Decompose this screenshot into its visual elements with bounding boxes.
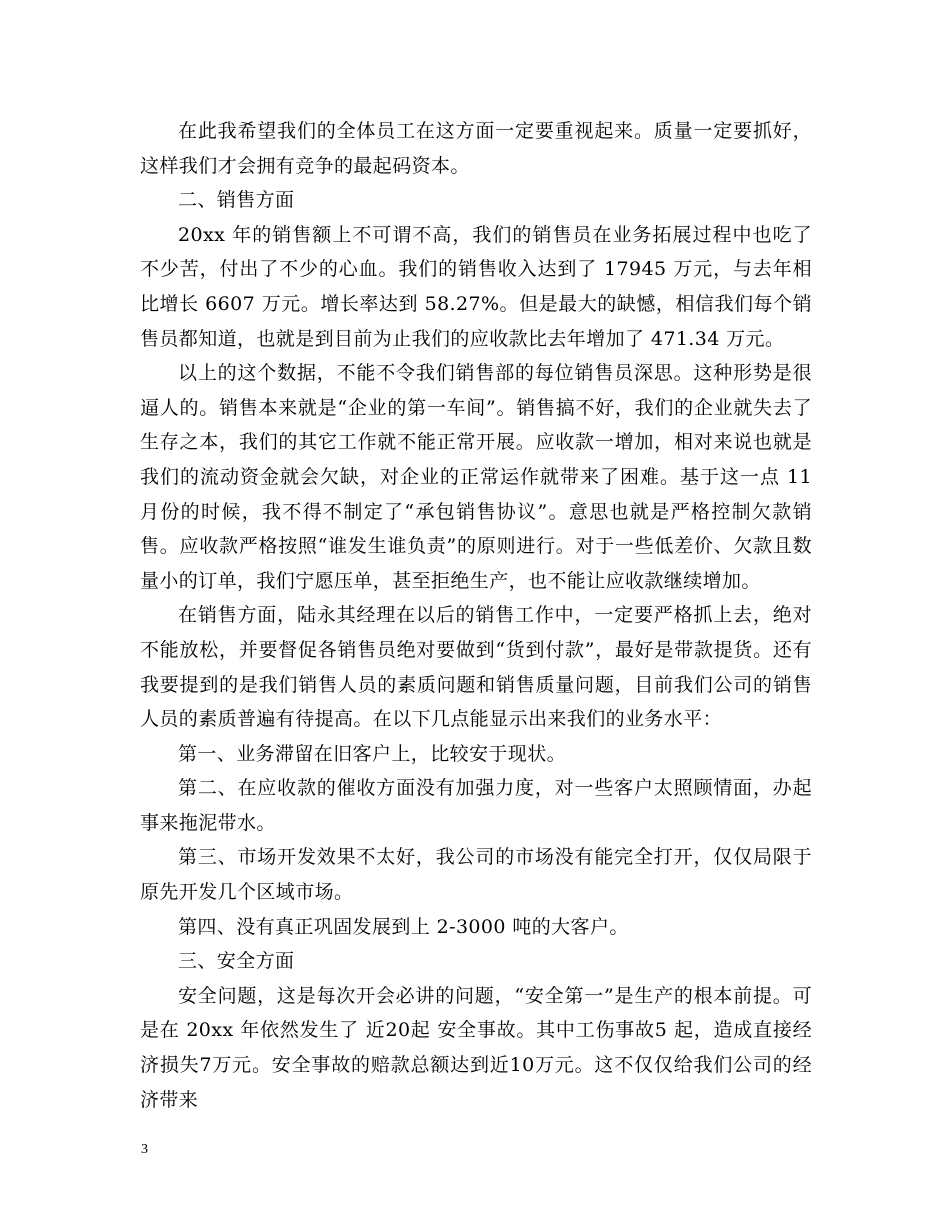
list-item-second: 第二、在应收款的催收方面没有加强力度，对一些客户太照顾情面，办起事来拖泥带水。 (140, 777, 812, 834)
page-number: 3 (141, 1142, 148, 1157)
paragraph-sales-revenue: 20xx 年的销售额上不可谓不高，我们的销售员在业务拓展过程中也吃了不少苦，付出了不少的心血。我们的销售收入达到了 17945 万元，与去年相比增长 6607 万元。增长率达到 58.27%。但是最大的缺憾，相信我们每个销售员都知道，也就是到目前为止我们的应收款比去年增加了 471.34 万元。 (140, 223, 812, 350)
list-item-fourth: 第四、没有真正巩固发展到上 2-3000 吨的大客户。 (178, 915, 629, 938)
list-item-third: 第三、市场开发效果不太好，我公司的市场没有能完全打开，仅仅局限于原先开发几个区域市场。 (140, 846, 812, 904)
section-heading-safety: 三、安全方面 (178, 950, 295, 973)
section-heading-sales: 二、销售方面 (178, 189, 295, 212)
paragraph-receivables: 以上的这个数据，不能不令我们销售部的每位销售员深思。这种形势是很逼人的。销售本来就是“企业的第一车间”。销售搞不好，我们的企业就失去了生存之本，我们的其它工作就不能正常开展。应收款一增加，相对来说也就是我们的流动资金就会欠缺，对企业的正常运作就带来了困难。基于这一点 11 月份的时候，我不得不制定了“承包销售协议”。意思也就是严格控制欠款销售。应收款严格按照“谁发生谁负责”的原则进行。对于一些低差价、欠款且数量小的订单，我们宁愿压单，甚至拒绝生产，也不能让应收款继续增加。 (140, 362, 812, 592)
document-body (140, 114, 812, 1117)
paragraph-quality-conclusion: 在此我希望我们的全体员工在这方面一定要重视起来。质量一定要抓好，这样我们才会拥有竞争的最起码资本。 (140, 120, 812, 177)
paragraph-sales-management: 在销售方面，陆永其经理在以后的销售工作中，一定要严格抓上去，绝对不能放松，并要督促各销售员绝对要做到“货到付款”，最好是带款提货。还有我要提到的是我们销售人员的素质问题和销售质量问题，目前我们公司的销售人员的素质普遍有待提高。在以下几点能显示出来我们的业务水平： (140, 604, 812, 731)
list-item-first: 第一、业务滞留在旧客户上，比较安于现状。 (178, 742, 567, 765)
paragraph-safety: 安全问题，这是每次开会必讲的问题，“安全第一”是生产的根本前提。可是在 20xx 年依然发生了 近20起 安全事故。其中工伤事故5 起，造成直接经济损失7万元。安全事故的赔款总额达到近10万元。这不仅仅给我们公司的经济带来 (140, 984, 812, 1111)
